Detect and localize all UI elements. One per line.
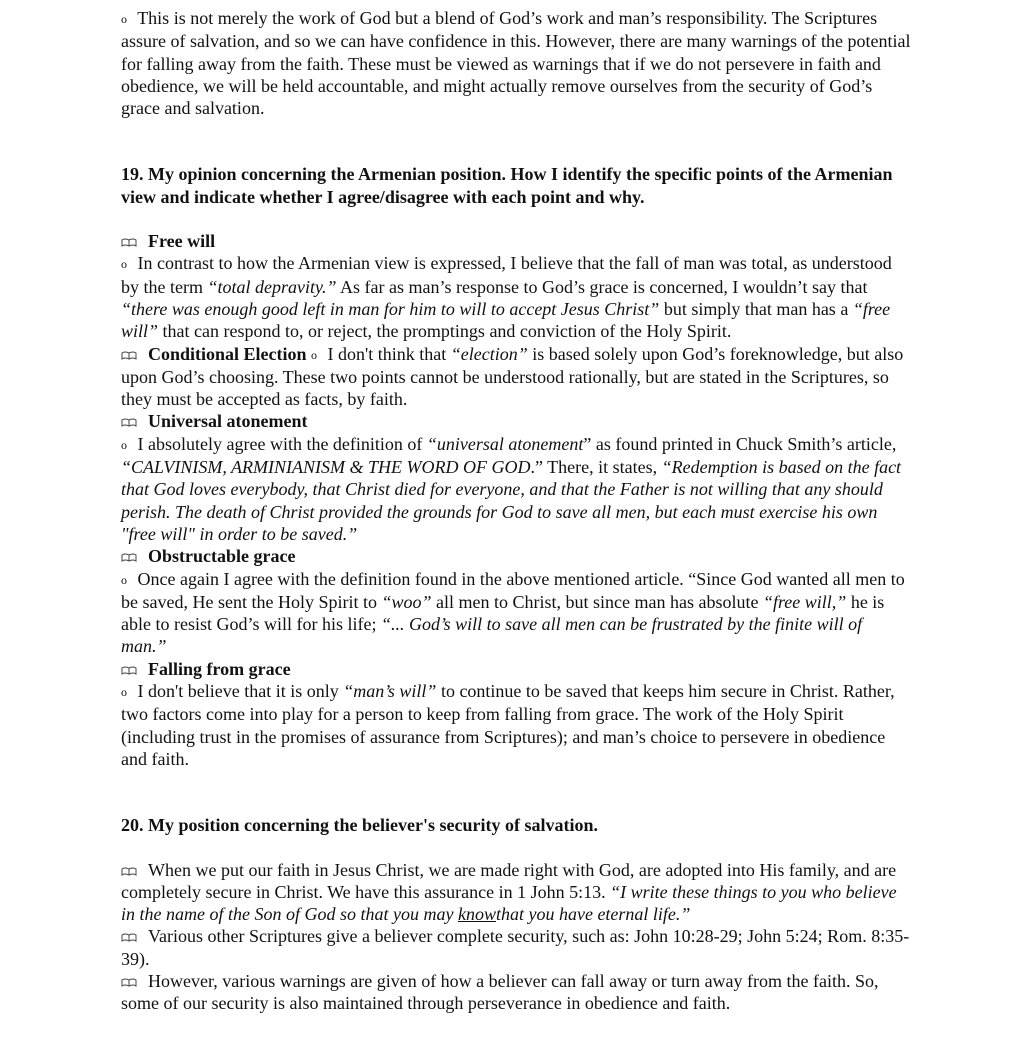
free-will-label: Free will xyxy=(148,231,216,252)
intro-text: This is not merely the work of God but a blend of God’s work and man’s responsibility. The Scriptures assure of salvation, and so we can have confidence in this. However, there are many warnings of the potential for falling away from the faith. These must be viewed as warnings that if we do not persevere in faith and obedience, we will be held accountable, and might actually remove ourselves from the security of God’s grace and salvation. xyxy=(121,8,911,119)
universal-atonement-paragraph xyxy=(121,433,911,545)
section-19-heading: 19. My opinion concerning the Armenian position. How I identify the specific points of the Armenian view and indicate whether I agree/disagree with each point and why. xyxy=(121,164,893,207)
universal-atonement-label: Universal atonement xyxy=(148,411,308,432)
text-run: that can respond to, or reject, the promptings and conviction of the Holy Spirit. xyxy=(158,321,732,342)
text-run: to continue to be saved that keeps him secure in Christ. Rather, two factors come into play for a person to keep from falling from grace. The work of the Holy Spirit (including trust in the promises of assurance from Scriptures); and man’s choice to persevere in obedience and faith. xyxy=(121,681,895,769)
quote: “woo” xyxy=(381,591,432,612)
open-book-icon xyxy=(121,238,135,247)
falling-from-grace-paragraph xyxy=(121,680,911,770)
bullet-marker: o xyxy=(311,347,318,362)
text-run: all men to Christ, but since man has absolute xyxy=(431,591,763,612)
section-20-heading: 20. My position concerning the believer's security of salvation. xyxy=(121,815,598,836)
quote: “Redemption is based on the fact that God loves everybody, that Christ died for everyone, and that the Father is not willing that any should perish. The death of Christ provided the grounds for God to save all men, but each must exercise his own "free will" in order to be saved.” xyxy=(121,457,902,544)
text-run: In contrast to how the Armenian view is expressed, I believe that the fall of man was total, as understood by the term xyxy=(121,253,892,297)
bullet-marker: o xyxy=(121,437,127,452)
obstructable-grace-label: Obstructable grace xyxy=(148,546,296,567)
quote: “CALVINISM, ARMINIANISM & THE WORD OF GOD xyxy=(121,457,531,478)
quote: “there was enough good left in man for him to will to accept Jesus Christ” xyxy=(121,298,660,319)
text-run: but simply that man has a xyxy=(659,298,853,319)
text-run: ” as found printed in Chuck Smith’s article, xyxy=(583,433,897,454)
quote: “free will” xyxy=(121,298,891,342)
open-book-icon xyxy=(121,553,135,562)
bullet-marker: o xyxy=(121,685,127,700)
text-run: Various other Scriptures give a believer complete security, such as: John 10:28-29; John 5:24; Rom. 8:35-39). xyxy=(121,926,910,969)
conditional-election-paragraph xyxy=(121,343,911,411)
falling-from-grace-label: Falling from grace xyxy=(148,658,291,679)
open-book-icon xyxy=(121,867,135,876)
text-run: I don't believe that it is only xyxy=(137,681,344,702)
text-run: .” There, it states, xyxy=(530,457,662,478)
underlined-word: know xyxy=(457,904,496,925)
security-paragraph-1 xyxy=(121,859,911,926)
text-run: As far as man’s response to God’s grace is concerned, I wouldn’t say that xyxy=(336,276,868,297)
obstructable-grace-paragraph xyxy=(121,568,911,658)
free-will-heading xyxy=(121,230,911,252)
text-run: he is able to resist God’s will for his life; xyxy=(121,591,885,635)
free-will-paragraph xyxy=(121,252,911,342)
quote: “universal atonement xyxy=(426,433,584,454)
quote: “election” xyxy=(450,343,528,364)
quote: “total depravity.” xyxy=(207,276,337,297)
open-book-icon xyxy=(121,933,135,942)
open-book-icon xyxy=(121,351,135,360)
text-run: When we put our faith in Jesus Christ, we are made right with God, are adopted into His family, and are completely secure in Christ. We have this assurance in 1 John 5:13. xyxy=(121,859,897,902)
quote: “man’s will” xyxy=(343,681,437,702)
text-run: I don't think that xyxy=(323,343,451,364)
quote-text: “I write these things to you who believe in the name of the Son of God so that you may xyxy=(121,881,897,925)
security-paragraph-2 xyxy=(121,925,911,970)
text-run: However, various warnings are given of how a believer can fall away or turn away from the faith. So, some of our security is also maintained through perseverance in obedience and faith. xyxy=(121,970,879,1014)
universal-atonement-heading xyxy=(121,410,911,432)
open-book-icon xyxy=(121,978,135,987)
open-book-icon xyxy=(121,666,135,675)
obstructable-grace-heading xyxy=(121,545,911,567)
bullet-marker: o xyxy=(121,12,127,26)
quote: “free will,” xyxy=(762,591,847,612)
quote-text: that you have eternal life.” xyxy=(495,904,691,925)
text-run: Once again I agree with the definition found in the above mentioned article. “Since God wanted all men to be saved, He sent the Holy Spirit to xyxy=(121,568,905,612)
conditional-election-label: Conditional Election xyxy=(148,343,307,364)
bullet-marker: o xyxy=(121,257,127,272)
quote: “... God’s will to save all men can be frustrated by the finite will of man.” xyxy=(121,614,863,657)
falling-from-grace-heading xyxy=(121,658,911,680)
intro-paragraph xyxy=(121,7,911,119)
text-run: is based solely upon God’s foreknowledge, but also upon God’s choosing. These two points cannot be understood rationally, but are stated in the Scriptures, so they must be accepted as facts, by faith. xyxy=(121,343,904,410)
text-run: I absolutely agree with the definition of xyxy=(137,433,427,454)
open-book-icon xyxy=(121,418,135,427)
bullet-marker: o xyxy=(121,572,127,587)
security-paragraph-3 xyxy=(121,970,911,1015)
document-page xyxy=(121,7,911,1015)
